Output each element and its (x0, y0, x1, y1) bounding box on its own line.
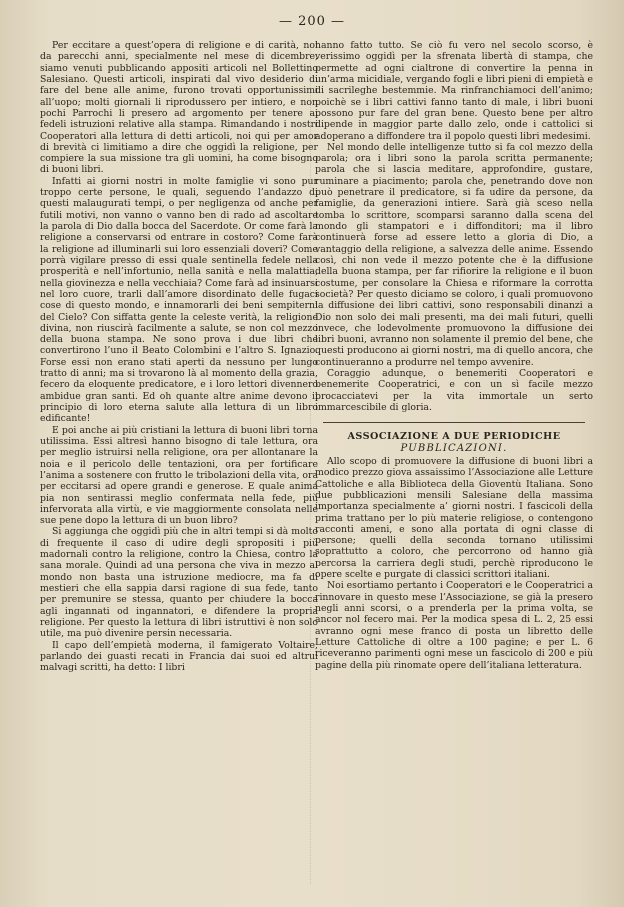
paragraph: hanno fatto tutto. Se ciò fu vero nel secolo scorso, è verissimo oggidì per la sfrenata libertà di stampa, che permette ad ogni cialtrone di convertire la penna in un’arma micidiale, vergando fogli e libri pieni di empietà e di sacrileghe bestemmie. Ma rinfranchiamoci dell’animo; poichè se i libri cattivi fanno tanto di male, i libri buoni possono pur fare del gran bene. Questo bene per altro dipende in maggior parte dallo zelo, onde i cattolici si adoperano a diffondere tra il popolo questi libri medesimi. (315, 40, 593, 142)
paragraph: E poi anche ai più cristiani la lettura di buoni libri torna utilissima. Essi altresì hanno bisogno di tale lettura, ora per meglio istruirsi nella religione, ora per allontanare la noia e il pericolo delle tentazioni, ora per fortificare l’anima a sostenere con frutto le tribolazioni della vita, ora per eccitarsi ad opere grandi e generose. E quale anima pia non sentirassi meglio confermata nella fede, più infervorata alla virtù, e vie maggiormente consolata nelle sue pene dopo la lettura di un buon libro? (40, 424, 318, 527)
section-title: ASSOCIAZIONE A DUE PERIODICHE (347, 431, 561, 443)
right-column (315, 40, 593, 886)
section-divider (323, 422, 585, 423)
paragraph: Noi esortiamo pertanto i Cooperatori e le Cooperatrici a rinnovare in questo mese l’Associazione, se già la presero negli anni scorsi, o a prenderla per la prima volta, se ancor nol fecero mai. Per la modica spesa di L. 2, 25 essi avranno ogni mese franco di posta un libretto delle Letture Cattoliche di oltre a 100 pagine; e per L. 6 riceveranno parimenti ogni mese un fascicolo di 200 e più pagine della più rinomate opere dell’italiana letteratura. (315, 580, 593, 671)
section-subtitle: PUBBLICAZIONI. (400, 442, 508, 454)
paragraph: Il capo dell’empietà moderna, il famigerato Voltaire, parlando dei guasti recati in Francia dai suoi ed altrui malvagi scritti, ha detto: I libri (40, 639, 318, 674)
paragraph: Per eccitare a quest’opera di religione e di carità, noi da parecchi anni, specialmente nel mese di dicembre, siamo venuti pubblicando appositi articoli nel Bollettino Salesiano. Questi articoli, inspirati dal vivo desiderio di fare del bene alle anime, furono trovati opportunissimi all’uopo; molti giornali li riprodussero per intiero, e non pochi Parrochi li presero ad argomento per tenere ai fedeli istruzioni relative alla stampa. Rimandando i nostri Cooperatori alla lettura di detti articoli, noi qui per amor di brevità ci limitiamo a dire che oggidì la religione, per compiere la sua missione tra gli uomini, ha come bisogno di buoni libri. (40, 40, 318, 176)
paragraph: Nel mondo delle intelligenze tutto si fa col mezzo della parola; ora i libri sono la parola scritta permanente; parola che si lascia meditare, approfondire, gustare, ruminare a piacimento; parola che, penetrando dove non può penetrare il predicatore, si fa udire da persone, da famiglie, da generazioni intiere. Sarà già sceso nella tomba lo scrittore, scomparsi saranno dalla scena del mondo gli stampatori e i diffonditori; ma il libro continuerà forse ad essere letto a gloria di Dio, a vantaggio della religione, a salvezza delle anime. Essendo così, chi non vede il mezzo potente che è la diffusione della buona stampa, per far rifiorire la religione e il buon costume, per consolare la Chiesa e riformare la corrotta società? Per questo diciamo se coloro, i quali promuovono la diffusione dei libri cattivi, sono responsabili dinanzi a Dio non solo dei mali presenti, ma dei mali futuri, quelli invece, che lodevolmente promuovono la diffusione dei libri buoni, avranno non solamente il premio del bene, che questi producono ai giorni nostri, ma di quello ancora, che continueranno a produrre nel tempo avvenire. (315, 141, 593, 368)
left-column (40, 40, 318, 886)
paragraph: Infatti ai giorni nostri in molte famiglie vi sono pur troppo certe persone, le quali, seguendo l’andazzo di questi malaugurati tempi, o per negligenza od anche per futili motivi, non vanno o vanno ben di rado ad ascoltare la parola di Dio dalla bocca del Sacerdote. Or come farà la religione a conservarsi od entrare in costoro? Come farà la religione ad illuminarli sui loro essenziali doveri? Come porrà vigilare presso di essi quale sentinella fedele nella prosperità e nell’infortunio, nella sanità e nella malattia, nella giovinezza e nella vecchiaia? Come farà ad insinuarsi nel loro cuore, trarli dall’amore disordinato delle fugaci cose di questo mondo, e innamorarli dei beni sempiterni del Cielo? Con siffatta gente la celeste verità, la religione divina, non riuscirà facilmente a salute, se non col mezzo della buona stampa. Ne sono prova i due libri che convertirono l’uno il Beato Colombini e l’altro S. Ignazio. Forse essi non erano stati aperti da nessuno per lungo tratto di anni; ma si trovarono là al momento della grazia, fecero da eloquente predicatore, e i loro lettori divennero ambidue gran santi. Ed oh quante altre anime devono il principio di loro eterna salute alla lettura di un libro edificante! (40, 175, 318, 425)
paragraph: Allo scopo di promuovere la diffusione di buoni libri a modico prezzo giova assaissimo l’Associazione alle Letture Cattoliche e alla Biblioteca della Gioventù Italiana. Sono due pubblicazioni mensili Salesiane della massima importanza specialmente a’ giorni nostri. I fascicoli della prima trattano per lo più materie religiose, o contengono racconti ameni, e sono alla portata di ogni classe di persone; quelli della seconda tornano utilissimi soprattutto a coloro, che percorrono od hanno già percorsa la carriera degli studi, perchè riproducono le opere scelte e purgate di classici scrittori italiani. (315, 455, 593, 581)
paragraph: Si aggiunga che oggidì più che in altri tempi si dà molto di frequente il caso di udire degli spropositi i più madornali contro la religione, contro la Chiesa, contro la sana morale. Quindi ad una persona che viva in mezzo al mondo non basta una istruzione mediocre, ma fa di mestieri che ella sappia darsi ragione di sua fede, tanto per premunire se stessa, quanto per chiudere la bocca agli ingannati od ingannatori, e difendere la propria religione. Per questo la lettura di libri istruttivi è non solo utile, ma può divenire persin necessaria. (40, 526, 318, 640)
paragraph: Coraggio adunque, o benemeriti Cooperatori e benemerite Cooperatrici, e con un sì facile mezzo procacciatevi per la vita immortale un serto immarcescibile di gloria. (315, 368, 593, 413)
page-number: — 200 — (278, 14, 346, 29)
